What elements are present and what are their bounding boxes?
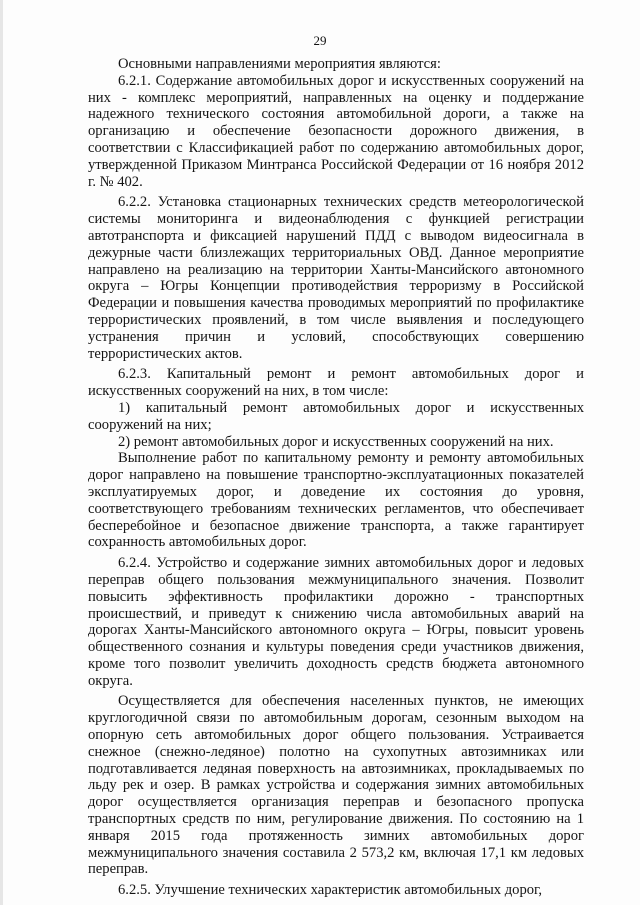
paragraph-6-2-2: 6.2.2. Установка стационарных технических средств метеорологической системы мониторинга и видеонаблюдения с функцией регистрации автотранспорта и фиксацией нарушений ПДД с выводом видеосигнала в дежурные части близлежащих территориальных ОВД. Данное мероприятие направлено на реализацию на территории Ханты-Мансийского автономного округа – Югры Концепции противодействия терроризму в Российской Федерации и повышения качества проводимых мероприятий по профилактике террористических проявлений, в том числе выявления и последующего устранения причин и условий, способствующих совершению террористических актов. <box>88 194 584 362</box>
paragraph-repair-works: Выполнение работ по капитальному ремонту и ремонту автомобильных дорог направлено на повышение транспортно-эксплуатационных показателей эксплуатируемых дорог, и доведение их состояния до уровня, соответствующего требованиям технических регламентов, что обеспечивает бесперебойное и безопасное движение транспорта, а также гарантирует сохранность автомобильных дорог. <box>88 450 584 551</box>
paragraph-6-2-4: 6.2.4. Устройство и содержание зимних автомобильных дорог и ледовых переправ общего пользования межмуниципального значения. Позволит повысить эффективность профилактики дорожно - транспортных происшествий, и приведут к снижению числа автомобильных аварий на дорогах Ханты-Мансийского автономного округа – Югры, повысит уровень общественного сознания и культуры поведения среди участников движения, кроме того позволит увеличить доходность средств бюджета автономного округа. <box>88 555 584 689</box>
page-number: 29 <box>313 33 327 48</box>
list-item-repair: 2) ремонт автомобильных дорог и искусственных сооружений на них. <box>118 433 554 450</box>
paragraph-intro: Основными направлениями мероприятия являются: <box>118 56 441 72</box>
document-body <box>88 50 584 899</box>
paragraph-6-2-5: 6.2.5. Улучшение технических характеристик автомобильных дорог, <box>118 882 543 899</box>
list-item-capital-repair: 1) капитальный ремонт автомобильных дорог и искусственных сооружений на них; <box>88 399 584 433</box>
paragraph-6-2-1: 6.2.1. Содержание автомобильных дорог и искусственных сооружений на них - комплекс мероприятий, направленных на оценку и поддержание надежного технического состояния автомобильной дороги, а также на организацию и обеспечение безопасности дорожного движения, в соответствии с Классификацией работ по содержанию автомобильных дорог, утвержденной Приказом Минтранса Российской Федерации от 16 ноября 2012 г. № 402. <box>88 72 584 190</box>
page-edge <box>0 0 3 905</box>
paragraph-winter-roads: Осуществляется для обеспечения населенных пунктов, не имеющих круглогодичной связи по автомобильным дорогам, сезонным выходом на опорную сеть автомобильных дорог общего пользования. Устраивается снежное (снежно-ледяное) полотно на сухопутных автозимниках или подготавливается ледяная поверхность на автозимниках, прокладываемых по льду рек и озер. В рамках устройства и содержания зимних автомобильных дорог осуществляется организация переправ и безопасного пропуска транспортных средств по ним, регулирование движения. По состоянию на 1 января 2015 года протяженность зимних автомобильных дорог межмуниципального значения составила 2 573,2 км, включая 17,1 км ледовых переправ. <box>88 693 584 878</box>
paragraph-6-2-3: 6.2.3. Капитальный ремонт и ремонт автомобильных дорог и искусственных сооружений на них, в том числе: <box>88 366 584 400</box>
